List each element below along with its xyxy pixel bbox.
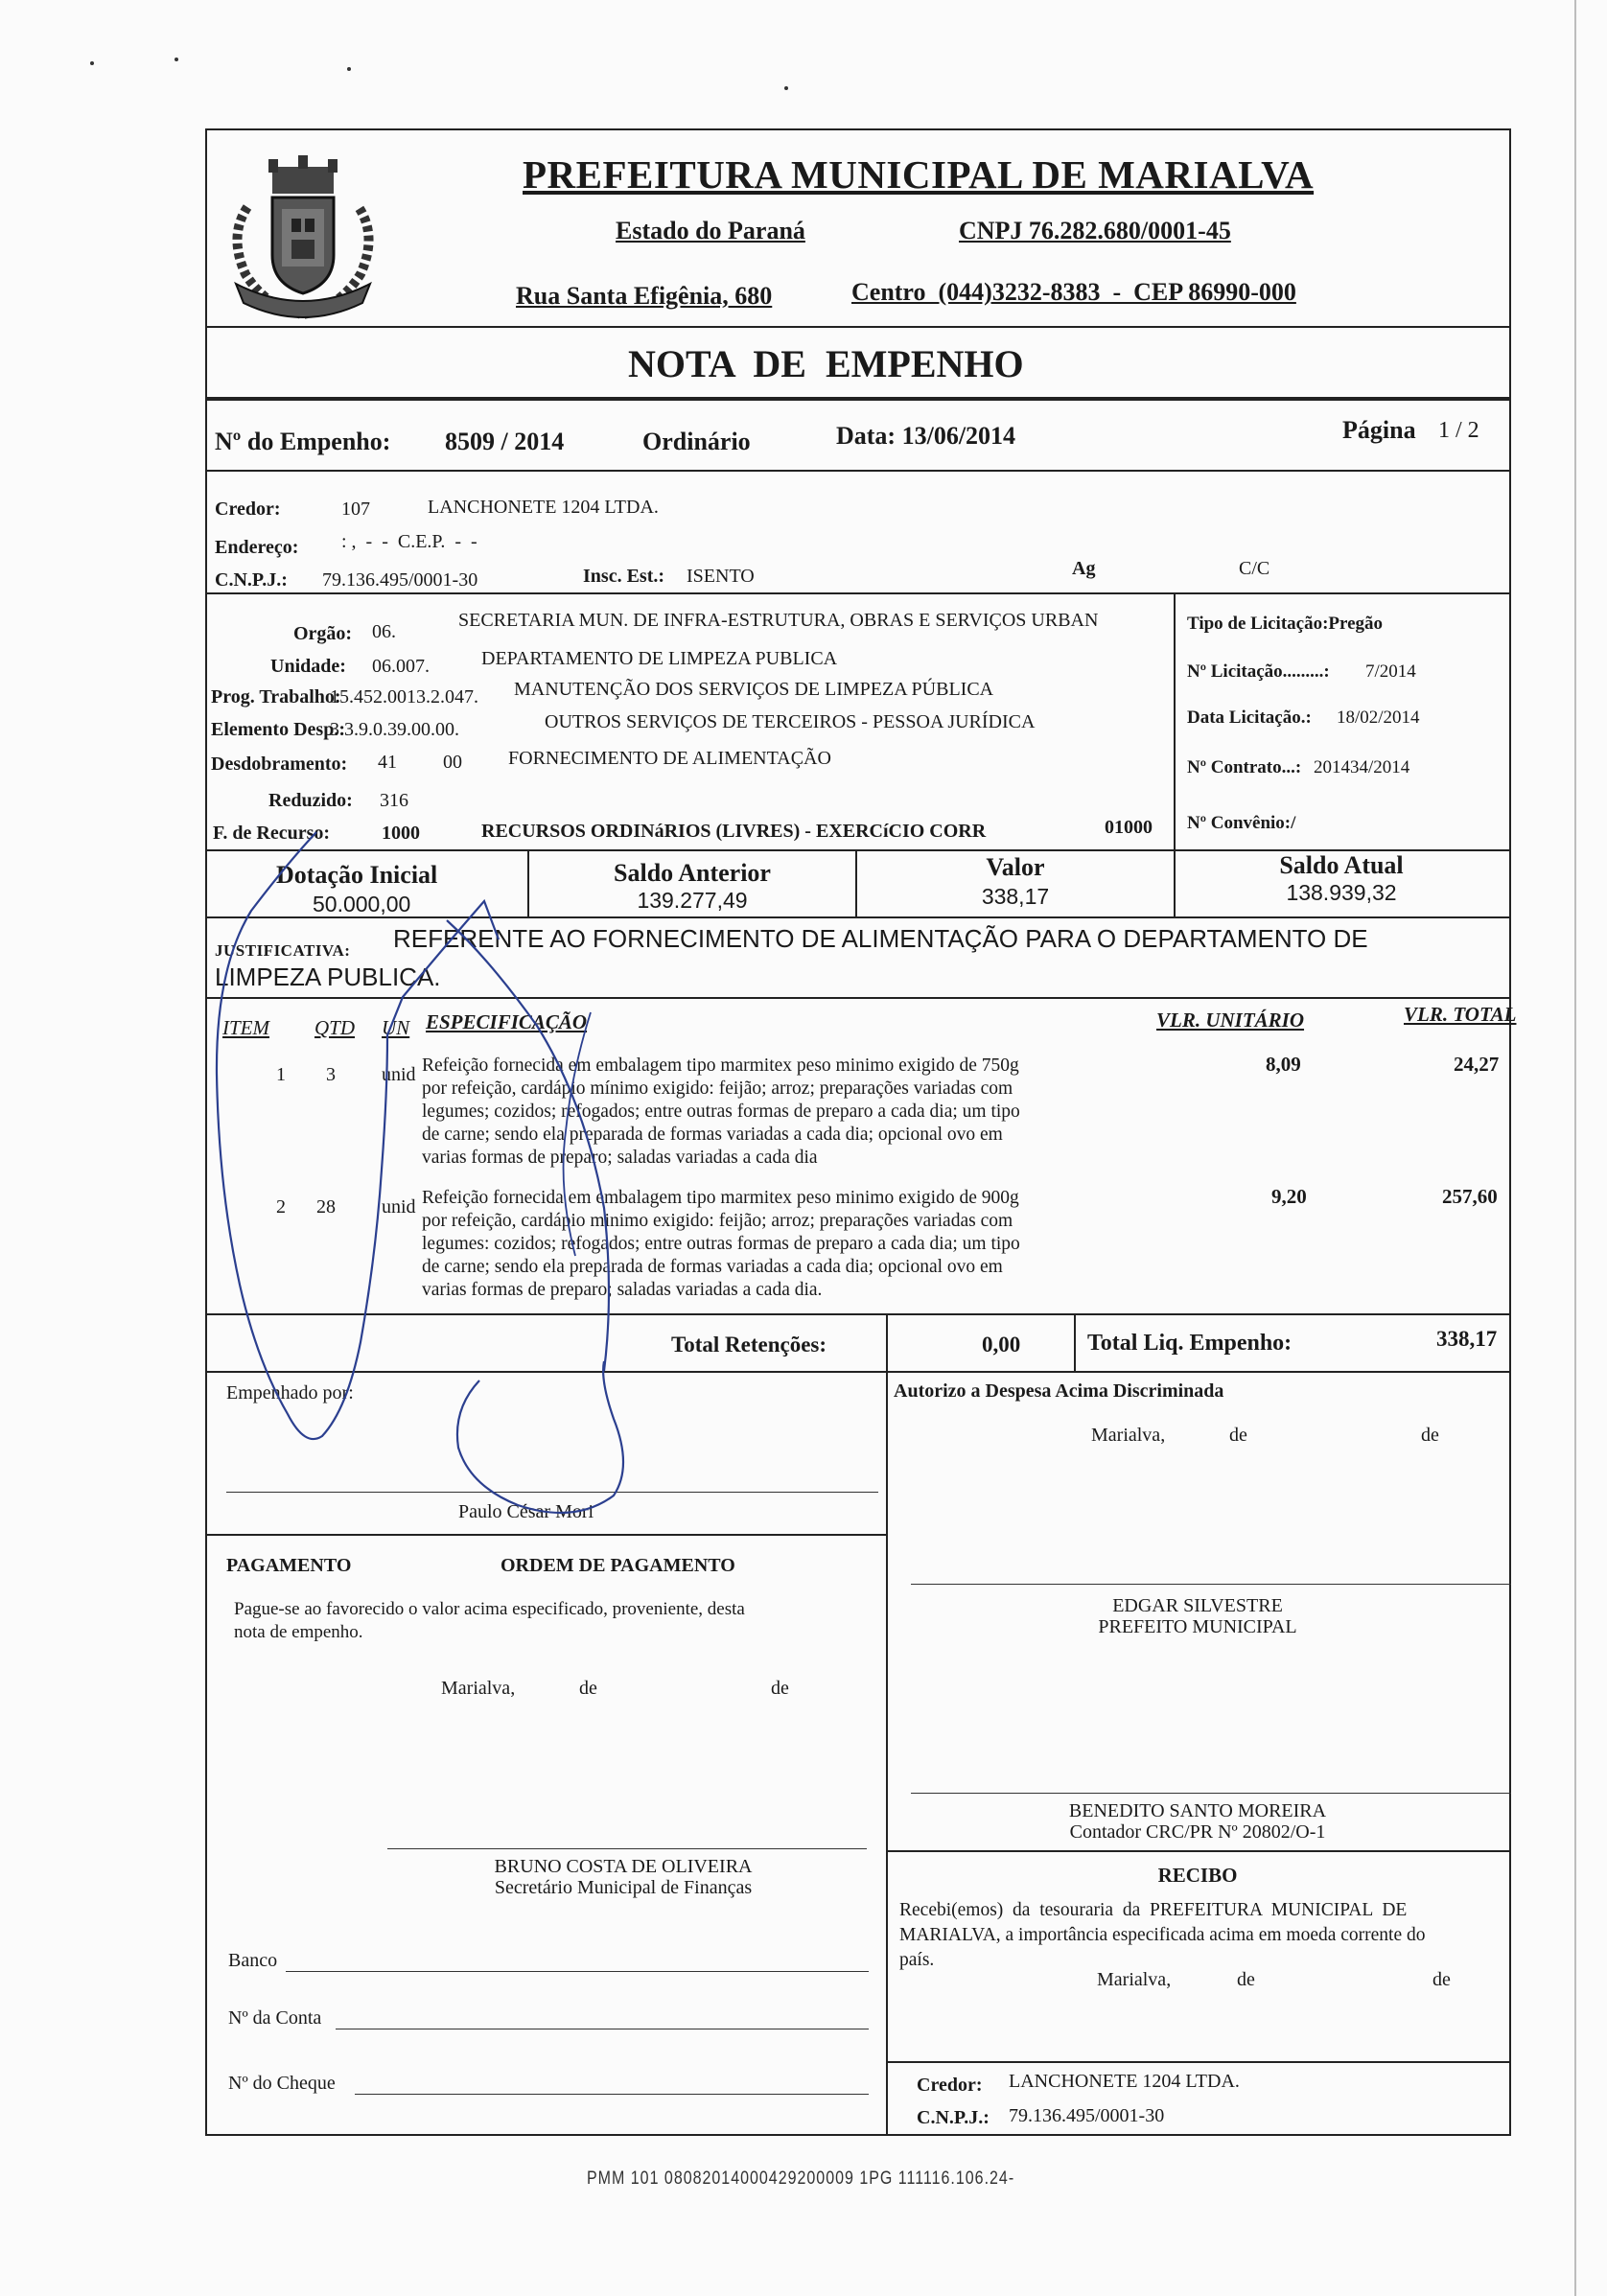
licitacao-date-label: Data Licitação.: xyxy=(1187,707,1312,728)
elemento-desc: OUTROS SERVIÇOS DE TERCEIROS - PESSOA JURÍDICA xyxy=(545,711,1036,732)
divider xyxy=(205,1534,888,1536)
desdobramento-label: Desdobramento: xyxy=(211,754,348,775)
divider xyxy=(205,397,1509,401)
banco-label: Banco xyxy=(228,1950,278,1971)
autorizo-place: Marialva, xyxy=(1091,1425,1166,1446)
divider xyxy=(1074,1313,1076,1371)
signature-line xyxy=(911,1584,1511,1585)
elemento-label: Elemento Desp.: xyxy=(211,719,345,740)
prefeito-title: PREFEITO MUNICIPAL xyxy=(1098,1616,1297,1637)
empenho-number-label: Nº do Empenho: xyxy=(215,428,391,455)
row-vlr-unit: 8,09 xyxy=(1266,1053,1301,1076)
col-item-header: ITEM xyxy=(222,1016,269,1039)
row-un: unid xyxy=(382,1196,416,1218)
cnpj-credor-value: 79.136.495/0001-30 xyxy=(322,569,478,591)
justificativa-line2: LIMPEZA PUBLICA. xyxy=(215,962,441,991)
total-liquido-label: Total Liq. Empenho: xyxy=(1087,1331,1293,1356)
orgao-label: Orgão: xyxy=(293,623,353,644)
row-spec-line: varias formas de preparo; saladas variadas a cada dia. xyxy=(422,1280,823,1300)
endereco-label: Endereço: xyxy=(215,537,299,558)
state-label: Estado do Paraná xyxy=(616,217,805,244)
divider xyxy=(205,592,1509,594)
row-item: 2 xyxy=(276,1196,286,1218)
document-title: NOTA DE EMPENHO xyxy=(628,342,1024,385)
licitacao-number-label: Nº Licitação.........: xyxy=(1187,661,1330,682)
licitacao-number: 7/2014 xyxy=(1365,661,1416,682)
autorizo-de-1: de xyxy=(1229,1425,1247,1446)
insc-value: ISENTO xyxy=(687,566,755,587)
cheque-field-line xyxy=(355,2094,869,2095)
cheque-label: Nº do Cheque xyxy=(228,2073,336,2094)
pagamento-de-1: de xyxy=(579,1678,597,1699)
divider xyxy=(886,2061,1509,2063)
divider xyxy=(205,1313,1509,1315)
divider xyxy=(205,916,1509,918)
valor-label: Valor xyxy=(986,853,1045,881)
scan-edge xyxy=(1574,0,1576,2296)
insc-label: Insc. Est.: xyxy=(583,566,665,587)
divider xyxy=(1174,592,1176,849)
total-retencoes-label: Total Retenções: xyxy=(671,1333,827,1357)
secretario-title: Secretário Municipal de Finanças xyxy=(494,1877,753,1898)
contact-label: Centro (044)3232-8383 - CEP 86990-000 xyxy=(851,278,1296,306)
unidade-desc: DEPARTAMENTO DE LIMPEZA PUBLICA xyxy=(481,648,838,669)
recibo-credor-label: Credor: xyxy=(917,2075,983,2096)
divider xyxy=(205,470,1509,472)
recibo-place: Marialva, xyxy=(1097,1969,1172,1990)
reduzido-label: Reduzido: xyxy=(268,790,353,811)
row-vlr-total: 257,60 xyxy=(1442,1185,1498,1208)
address-label: Rua Santa Efigênia, 680 xyxy=(516,282,773,310)
row-qtd: 3 xyxy=(326,1064,336,1085)
saldo-atual-label: Saldo Atual xyxy=(1279,851,1404,879)
total-liquido-value: 338,17 xyxy=(1436,1327,1498,1351)
empenho-number: 8509 / 2014 xyxy=(445,428,565,455)
divider xyxy=(205,997,1509,999)
unidade-code: 06.007. xyxy=(372,656,430,677)
recibo-text-2: MARIALVA, a importância especificada acima em moeda corrente do xyxy=(899,1925,1426,1945)
row-spec-line: por refeição, cardápio mínimo exigido: feijão; arroz; preparações variadas com xyxy=(422,1078,1013,1099)
empenhado-name: Paulo César Mori xyxy=(458,1501,594,1522)
recibo-cnpj-value: 79.136.495/0001-30 xyxy=(1009,2105,1165,2126)
recurso-code: 1000 xyxy=(382,823,420,844)
desdobramento-desc: FORNECIMENTO DE ALIMENTAÇÃO xyxy=(508,748,831,769)
prefeitura-title: PREFEITURA MUNICIPAL DE MARIALVA xyxy=(523,152,1315,197)
col-vlr-unit-header: VLR. UNITÁRIO xyxy=(1156,1009,1305,1032)
cnpj-label: CNPJ 76.282.680/0001-45 xyxy=(959,217,1231,244)
prog-trabalho-label: Prog. Trabalho: xyxy=(211,686,341,707)
credor-label: Credor: xyxy=(215,499,281,520)
divider xyxy=(205,326,1509,328)
contador-name: BENEDITO SANTO MOREIRA xyxy=(1068,1800,1327,1821)
tipo-licitacao: Tipo de Licitação:Pregão xyxy=(1187,614,1384,634)
elemento-code: 3.3.9.0.39.00.00. xyxy=(330,719,459,740)
contador-title: Contador CRC/PR Nº 20802/O-1 xyxy=(1069,1821,1326,1843)
signature-line xyxy=(387,1848,867,1849)
pagamento-de-2: de xyxy=(771,1678,789,1699)
col-un-header: UN xyxy=(382,1016,410,1039)
orgao-code: 06. xyxy=(372,621,396,642)
convenio-label: Nº Convênio:/ xyxy=(1187,813,1296,833)
row-spec-line: por refeição, cardápio minimo exigido: feijão; arroz; preparações variadas com xyxy=(422,1211,1013,1231)
recibo-text-1: Recebi(emos) da tesouraria da PREFEITURA MUNICIPAL DE xyxy=(899,1900,1408,1920)
ordem-pagamento-label: ORDEM DE PAGAMENTO xyxy=(501,1555,735,1576)
row-item: 1 xyxy=(276,1064,286,1085)
prefeito-name: EDGAR SILVESTRE xyxy=(1112,1595,1283,1616)
total-retencoes-value: 0,00 xyxy=(982,1333,1021,1357)
recibo-de-1: de xyxy=(1237,1969,1255,1990)
licitacao-date: 18/02/2014 xyxy=(1337,707,1420,728)
pagamento-place: Marialva, xyxy=(441,1678,516,1699)
autorizo-de-2: de xyxy=(1421,1425,1439,1446)
row-spec-line: varias formas de preparo; saladas variadas a cada dia xyxy=(422,1148,818,1168)
empenho-type: Ordinário xyxy=(642,428,751,455)
banco-field-line xyxy=(286,1971,869,1972)
empenho-date: Data: 13/06/2014 xyxy=(836,422,1016,450)
contrato-label: Nº Contrato...: xyxy=(1187,757,1302,777)
credor-name: LANCHONETE 1204 LTDA. xyxy=(428,497,659,518)
divider xyxy=(886,1371,888,2134)
pagamento-text-2: nota de empenho. xyxy=(234,1622,363,1642)
desdobramento-sub: 00 xyxy=(443,752,462,773)
col-qtd-header: QTD xyxy=(314,1016,356,1039)
dotacao-value: 50.000,00 xyxy=(313,892,411,916)
justificativa-line1: REFERENTE AO FORNECIMENTO DE ALIMENTAÇÃO PARA O DEPARTAMENTO DE xyxy=(393,924,1368,953)
recibo-cnpj-label: C.N.P.J.: xyxy=(917,2107,990,2128)
recurso-label: F. de Recurso: xyxy=(213,823,331,844)
valor-value: 338,17 xyxy=(981,884,1050,909)
saldo-anterior-value: 139.277,49 xyxy=(637,888,748,913)
scan-speck xyxy=(784,86,788,90)
page-label: Página xyxy=(1342,416,1416,444)
unidade-label: Unidade: xyxy=(270,656,346,677)
divider xyxy=(205,1371,1509,1373)
row-spec-line: Refeição fornecida em embalagem tipo marmitex peso minimo exigido de 750g xyxy=(422,1055,1019,1076)
prog-trabalho-desc: MANUTENÇÃO DOS SERVIÇOS DE LIMPEZA PÚBLICA xyxy=(514,679,994,700)
endereco-value: : , - - C.E.P. - - xyxy=(341,531,477,552)
col-vlr-total-header: VLR. TOTAL xyxy=(1404,1003,1517,1026)
justificativa-label: JUSTIFICATIVA: xyxy=(215,941,351,960)
desdobramento-code: 41 xyxy=(378,752,397,773)
row-spec-line: legumes; cozidos; refogados; entre outras formas de preparo a cada dia; um tipo xyxy=(422,1102,1020,1122)
recibo-text-3: país. xyxy=(899,1950,935,1970)
col-spec-header: ESPECIFICAÇÃO xyxy=(426,1010,588,1033)
empenhado-label: Empenhado por: xyxy=(226,1382,354,1403)
page-number: 1 / 2 xyxy=(1438,418,1479,443)
conta-label: Nº da Conta xyxy=(228,2007,322,2029)
conta-corrente-label: C/C xyxy=(1239,558,1270,579)
signature-line xyxy=(911,1793,1511,1794)
scan-speck xyxy=(90,61,94,65)
prog-trabalho-code: 15.452.0013.2.047. xyxy=(330,686,478,707)
row-spec-line: legumes: cozidos; refogados; entre outras formas de preparo a cada dia; um tipo xyxy=(422,1234,1020,1254)
recibo-de-2: de xyxy=(1432,1969,1451,1990)
recibo-credor-value: LANCHONETE 1204 LTDA. xyxy=(1009,2071,1240,2092)
row-qtd: 28 xyxy=(316,1196,336,1218)
signature-line xyxy=(226,1492,878,1493)
divider xyxy=(886,1313,888,1371)
row-spec-line: de carne; sendo ela preparada de formas variadas a cada dia; opcional ovo em xyxy=(422,1257,1003,1277)
row-spec-line: de carne; sendo ela preparada de formas variadas a cada dia; opcional ovo em xyxy=(422,1125,1003,1145)
pagamento-label: PAGAMENTO xyxy=(226,1555,352,1576)
coat-of-arms-logo xyxy=(219,150,387,326)
scan-speck xyxy=(347,67,351,71)
cnpj-credor-label: C.N.P.J.: xyxy=(215,569,288,591)
recurso-num: 01000 xyxy=(1105,817,1153,838)
reduzido-value: 316 xyxy=(380,790,408,811)
autorizo-label: Autorizo a Despesa Acima Discriminada xyxy=(894,1380,1224,1402)
footer-stamp-code: PMM 101 08082014000429200009 1PG 111116.106.24- xyxy=(587,2168,1015,2189)
row-un: unid xyxy=(382,1064,416,1085)
pagamento-text-1: Pague-se ao favorecido o valor acima especificado, proveniente, desta xyxy=(234,1599,745,1619)
row-spec-line: Refeição fornecida em embalagem tipo marmitex peso minimo exigido de 900g xyxy=(422,1188,1019,1208)
dotacao-label: Dotação Inicial xyxy=(276,861,438,889)
recibo-title: RECIBO xyxy=(1157,1864,1238,1887)
row-vlr-unit: 9,20 xyxy=(1271,1185,1307,1208)
agencia-label: Ag xyxy=(1072,558,1096,579)
scan-speck xyxy=(175,58,178,61)
saldo-anterior-label: Saldo Anterior xyxy=(614,859,771,887)
credor-code: 107 xyxy=(341,499,370,520)
recurso-desc: RECURSOS ORDINáRIOS (LIVRES) - EXERCíCIO CORR xyxy=(481,821,987,842)
divider xyxy=(886,1850,1509,1852)
row-vlr-total: 24,27 xyxy=(1454,1053,1500,1076)
orgao-desc: SECRETARIA MUN. DE INFRA-ESTRUTURA, OBRAS E SERVIÇOS URBAN xyxy=(458,610,1099,631)
saldo-atual-value: 138.939,32 xyxy=(1286,880,1397,905)
secretario-name: BRUNO COSTA DE OLIVEIRA xyxy=(494,1856,753,1877)
contrato-value: 201434/2014 xyxy=(1314,757,1410,777)
